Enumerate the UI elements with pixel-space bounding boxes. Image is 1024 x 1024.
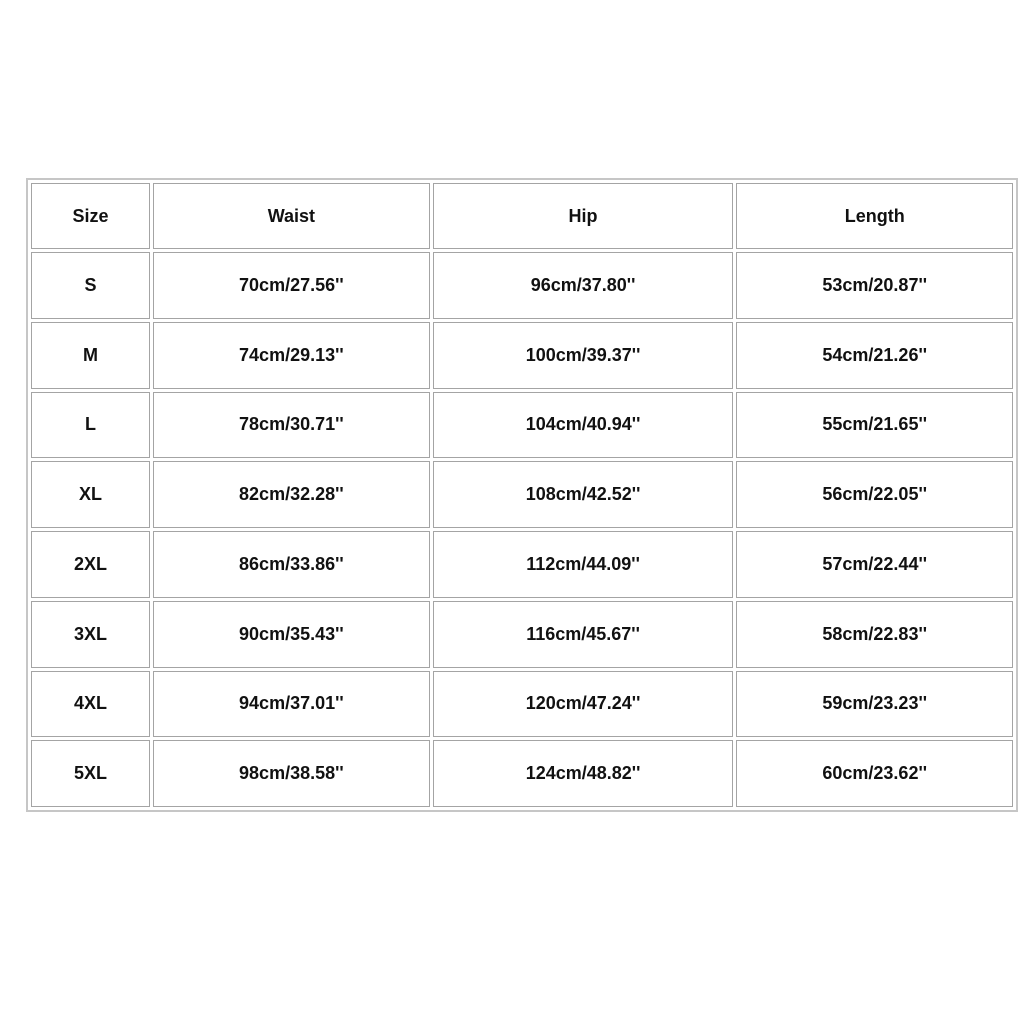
hip-cell: 104cm/40.94'' bbox=[433, 392, 734, 459]
size-cell: XL bbox=[31, 461, 150, 528]
table-row bbox=[31, 671, 1013, 738]
table-row bbox=[31, 322, 1013, 389]
hip-cell: 124cm/48.82'' bbox=[433, 740, 734, 807]
size-cell: 5XL bbox=[31, 740, 150, 807]
size-cell: 4XL bbox=[31, 671, 150, 738]
size-cell: 2XL bbox=[31, 531, 150, 598]
hip-cell: 120cm/47.24'' bbox=[433, 671, 734, 738]
length-cell: 55cm/21.65'' bbox=[736, 392, 1013, 459]
hip-cell: 100cm/39.37'' bbox=[433, 322, 734, 389]
waist-cell: 70cm/27.56'' bbox=[153, 252, 430, 319]
waist-cell: 74cm/29.13'' bbox=[153, 322, 430, 389]
waist-cell: 98cm/38.58'' bbox=[153, 740, 430, 807]
length-cell: 57cm/22.44'' bbox=[736, 531, 1013, 598]
hip-cell: 96cm/37.80'' bbox=[433, 252, 734, 319]
table-row bbox=[31, 601, 1013, 668]
waist-cell: 82cm/32.28'' bbox=[153, 461, 430, 528]
header-waist: Waist bbox=[153, 183, 430, 249]
waist-cell: 86cm/33.86'' bbox=[153, 531, 430, 598]
hip-cell: 116cm/45.67'' bbox=[433, 601, 734, 668]
length-cell: 60cm/23.62'' bbox=[736, 740, 1013, 807]
length-cell: 56cm/22.05'' bbox=[736, 461, 1013, 528]
length-cell: 58cm/22.83'' bbox=[736, 601, 1013, 668]
length-cell: 59cm/23.23'' bbox=[736, 671, 1013, 738]
size-chart-table bbox=[26, 178, 1018, 812]
table-row bbox=[31, 740, 1013, 807]
table-header-row bbox=[31, 183, 1013, 249]
length-cell: 53cm/20.87'' bbox=[736, 252, 1013, 319]
table-row bbox=[31, 461, 1013, 528]
waist-cell: 78cm/30.71'' bbox=[153, 392, 430, 459]
length-cell: 54cm/21.26'' bbox=[736, 322, 1013, 389]
size-cell: S bbox=[31, 252, 150, 319]
table-row bbox=[31, 392, 1013, 459]
header-size: Size bbox=[31, 183, 150, 249]
waist-cell: 90cm/35.43'' bbox=[153, 601, 430, 668]
table-row bbox=[31, 252, 1013, 319]
hip-cell: 112cm/44.09'' bbox=[433, 531, 734, 598]
size-cell: L bbox=[31, 392, 150, 459]
table-row bbox=[31, 531, 1013, 598]
size-cell: 3XL bbox=[31, 601, 150, 668]
header-length: Length bbox=[736, 183, 1013, 249]
size-cell: M bbox=[31, 322, 150, 389]
waist-cell: 94cm/37.01'' bbox=[153, 671, 430, 738]
header-hip: Hip bbox=[433, 183, 734, 249]
hip-cell: 108cm/42.52'' bbox=[433, 461, 734, 528]
